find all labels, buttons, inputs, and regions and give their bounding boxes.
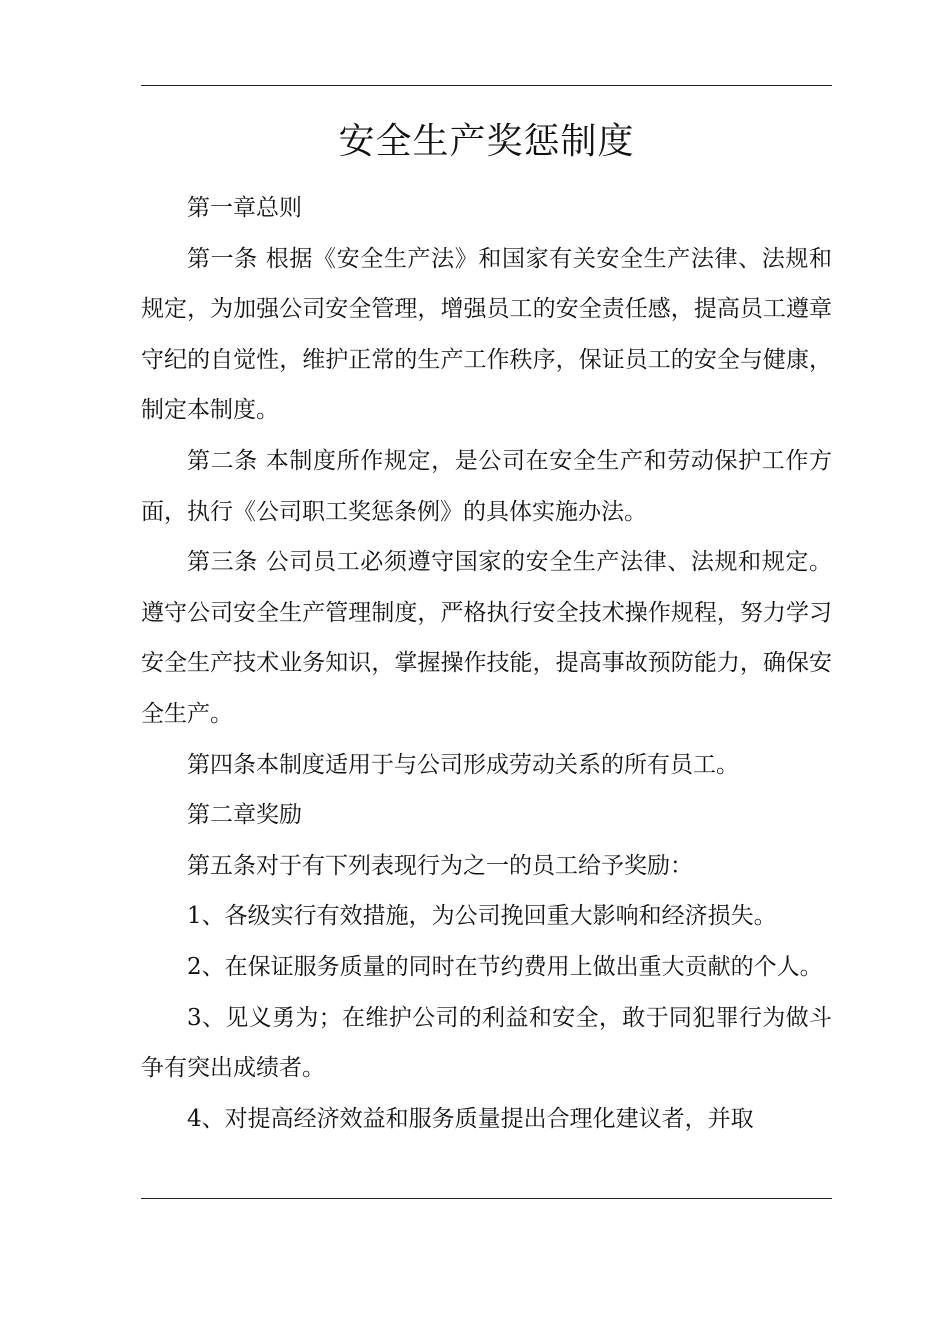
document-body [141,183,832,1144]
footer-rule [141,1198,832,1199]
document-title: 安全生产奖惩制度 [338,121,635,162]
list-item: 4、对提高经济效益和服务质量提出合理化建议者，并取 [187,1105,754,1132]
article-paragraph: 第五条对于有下列表现行为之一的员工给予奖励： [187,852,693,879]
list-item: 3、见义勇为；在维护公司的利益和安全，敢于同犯罪行为做斗争有突出成绩者。 [141,1004,832,1082]
chapter-heading: 第一章总则 [187,195,302,221]
header-rule [141,85,832,86]
article-paragraph: 第四条本制度适用于与公司形成劳动关系的所有员工。 [187,751,739,778]
list-item: 2、在保证服务质量的同时在节约费用上做出重大贡献的个人。 [187,953,823,980]
chapter-heading: 第二章奖励 [187,802,302,829]
article-paragraph: 第一条 根据《安全生产法》和国家有关安全生产法律、法规和规定，为加强公司安全管理，增强员工的安全责任感，提高员工遵章守纪的自觉性，维护正常的生产工作秩序，保证员工的安全与健康，制定本制度。 [141,245,832,424]
article-paragraph: 第三条 公司员工必须遵守国家的安全生产法律、法规和规定。遵守公司安全生产管理制度，严格执行安全技术操作规程，努力学习安全生产技术业务知识，掌握操作技能，提高事故预防能力，确保安全生产。 [141,549,832,727]
article-paragraph: 第二条 本制度所作规定，是公司在安全生产和劳动保护工作方面，执行《公司职工奖惩条例》的具体实施办法。 [141,447,832,525]
list-item: 1、各级实行有效措施，为公司挽回重大影响和经济损失。 [187,903,777,930]
